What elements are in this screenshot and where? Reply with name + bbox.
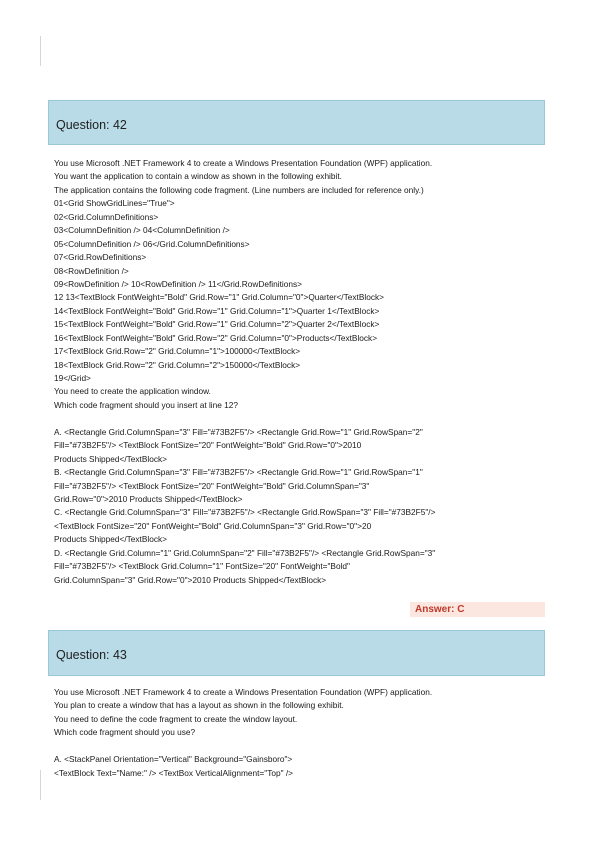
- text-line: You need to create the application window.: [54, 386, 211, 397]
- text-line: Which code fragment should you use?: [54, 727, 196, 738]
- page-edge-top: [40, 36, 41, 66]
- text-line: Grid.Row="0">2010 Products Shipped</TextBlock>: [54, 493, 243, 504]
- text-line: 14<TextBlock FontWeight="Bold" Grid.Row="1" Grid.Column="1">Quarter 1</TextBlock>: [54, 305, 380, 316]
- text-line: 01<Grid ShowGridLines="True">: [54, 198, 175, 209]
- text-line: 17<TextBlock Grid.Row="2" Grid.Column="1">100000</TextBlock>: [54, 346, 301, 357]
- question-43-header: [48, 630, 545, 676]
- text-line: B. <Rectangle Grid.ColumnSpan="3" Fill="#73B2F5"/> <Rectangle Grid.Row="1" Grid.RowSpan="1": [54, 467, 423, 478]
- answer-badge: [410, 602, 545, 617]
- text-line: 12 13<TextBlock FontWeight="Bold" Grid.Row="1" Grid.Column="0">Quarter</TextBlock>: [54, 292, 384, 303]
- text-line: 05<ColumnDefinition /> 06</Grid.ColumnDefinitions>: [54, 238, 250, 249]
- answer-text: Answer: C: [415, 604, 465, 615]
- text-line: You use Microsoft .NET Framework 4 to create a Windows Presentation Foundation (WPF) application.: [54, 158, 433, 168]
- text-line: The application contains the following code fragment. (Line numbers are included for reference only.): [54, 184, 424, 195]
- text-line: Products Shipped</TextBlock>: [54, 453, 167, 464]
- text-line: <TextBlock FontSize="20" FontWeight="Bold" Grid.ColumnSpan="3" Grid.Row="0">20: [54, 520, 372, 531]
- text-line: <TextBlock Text="Name:" /> <TextBox VerticalAlignment="Top" />: [54, 767, 293, 778]
- text-line: 16<TextBlock FontWeight="Bold" Grid.Row="2" Grid.Column="0">Products</TextBlock>: [54, 332, 378, 343]
- text-line: Fill="#73B2F5"/> <TextBlock FontSize="20" FontWeight="Bold" Grid.ColumnSpan="3": [54, 480, 370, 491]
- text-line: [54, 412, 544, 425]
- text-line: Products Shipped</TextBlock>: [54, 534, 167, 545]
- text-line: 18<TextBlock Grid.Row="2" Grid.Column="2">150000</TextBlock>: [54, 359, 301, 370]
- question-42-header: [48, 100, 545, 145]
- text-line: You use Microsoft .NET Framework 4 to create a Windows Presentation Foundation (WPF) application.: [54, 687, 433, 697]
- text-line: A. <Rectangle Grid.ColumnSpan="3" Fill="#73B2F5"/> <Rectangle Grid.Row="1" Grid.RowSpan="2": [54, 426, 423, 437]
- page-edge-bottom: [40, 770, 41, 800]
- text-line: [54, 740, 544, 753]
- question-42-body: [54, 157, 544, 587]
- text-line: 07<Grid.RowDefinitions>: [54, 252, 147, 263]
- text-line: Grid.ColumnSpan="3" Grid.Row="0">2010 Products Shipped</TextBlock>: [54, 574, 327, 585]
- text-line: You want the application to contain a window as shown in the following exhibit.: [54, 171, 342, 182]
- text-line: Which code fragment should you insert at line 12?: [54, 399, 239, 410]
- question-42-title: Question: 42: [56, 118, 127, 132]
- text-line: A. <StackPanel Orientation="Vertical" Background="Gainsboro">: [54, 754, 293, 765]
- question-43-title: Question: 43: [56, 648, 127, 662]
- text-line: Fill="#73B2F5"/> <TextBlock Grid.Column="1" FontSize="20" FontWeight="Bold": [54, 561, 350, 572]
- text-line: 02<Grid.ColumnDefinitions>: [54, 211, 159, 222]
- text-line: 09<RowDefinition /> 10<RowDefinition /> 11</Grid.RowDefinitions>: [54, 278, 302, 289]
- text-line: D. <Rectangle Grid.Column="1" Grid.ColumnSpan="2" Fill="#73B2F5"/> <Rectangle Grid.RowSpan="3": [54, 547, 436, 558]
- text-line: C. <Rectangle Grid.ColumnSpan="3" Fill="#73B2F5"/> <Rectangle Grid.RowSpan="3" Fill="#73B2F5"/>: [54, 507, 436, 518]
- text-line: 19</Grid>: [54, 373, 91, 383]
- question-43-body: [54, 686, 544, 780]
- text-line: You need to define the code fragment to create the window layout.: [54, 713, 298, 724]
- text-line: 08<RowDefinition />: [54, 265, 129, 276]
- text-line: You plan to create a window that has a layout as shown in the following exhibit.: [54, 700, 344, 711]
- text-line: 03<ColumnDefinition /> 04<ColumnDefinition />: [54, 225, 230, 236]
- text-line: 15<TextBlock FontWeight="Bold" Grid.Row="1" Grid.Column="2">Quarter 2</TextBlock>: [54, 319, 380, 330]
- text-line: Fill="#73B2F5"/> <TextBlock FontSize="20" FontWeight="Bold" Grid.Row="0">2010: [54, 440, 362, 451]
